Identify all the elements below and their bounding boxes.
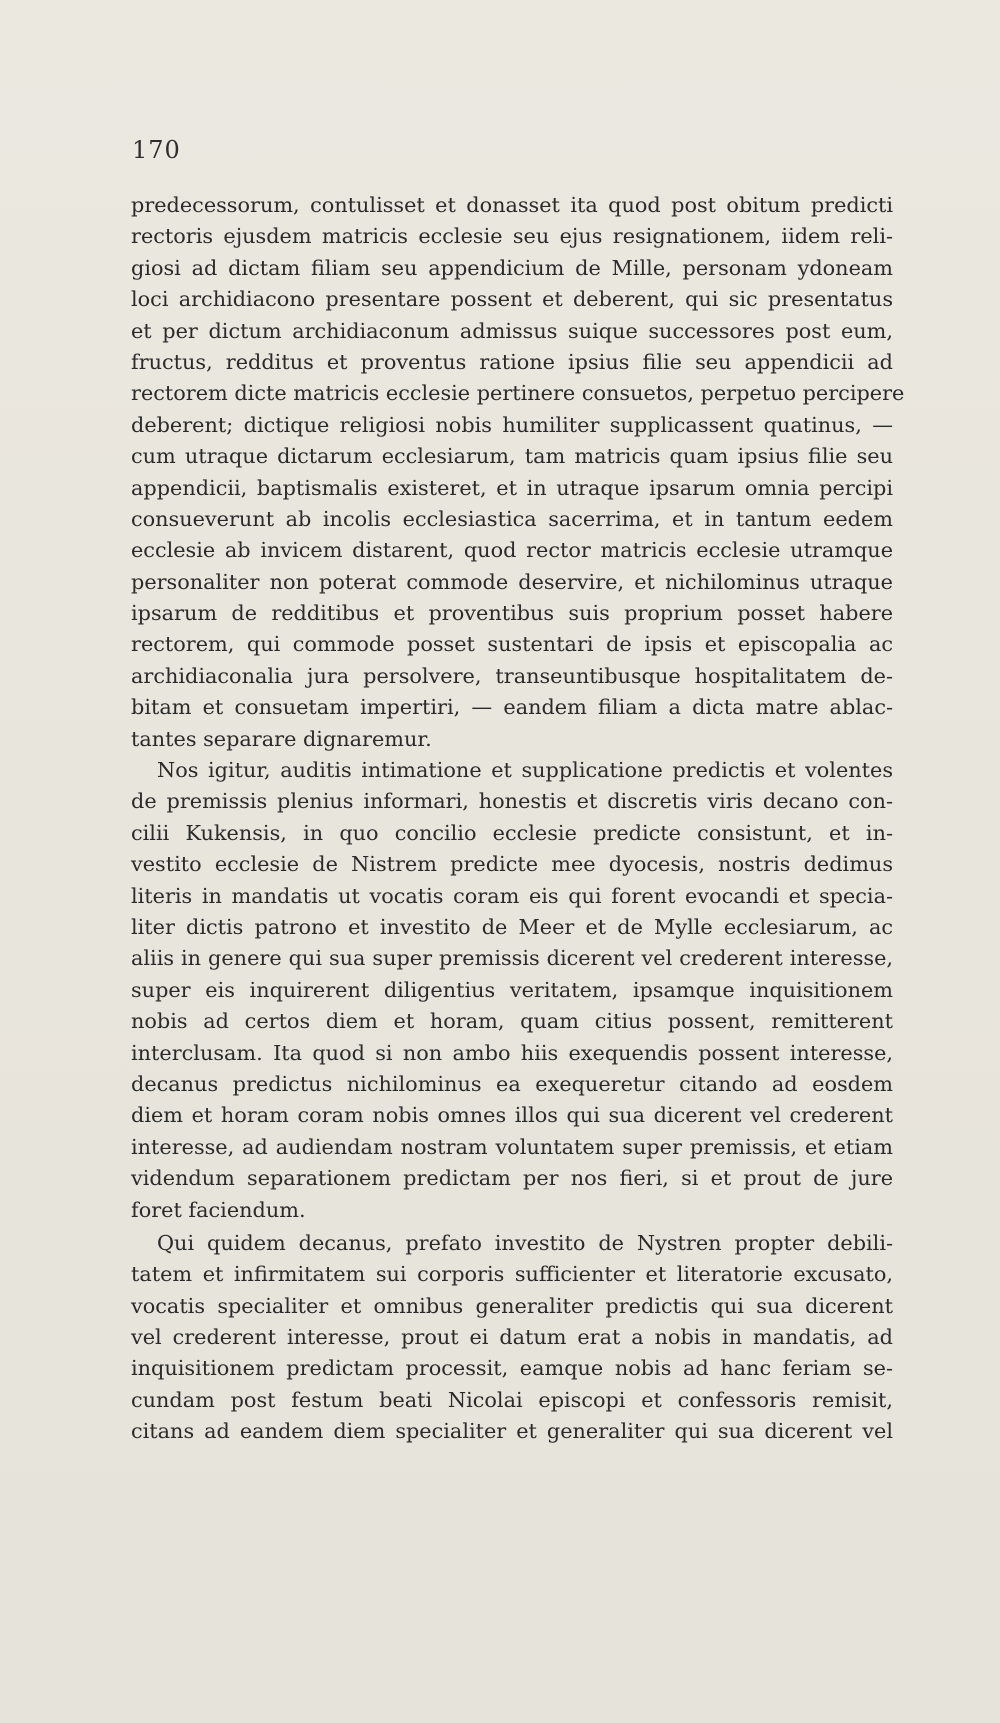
text-line: loci archidiacono presentare possent et deberent, qui sic presentatus	[131, 287, 893, 312]
text-line: bitam et consuetam impertiri, — eandem filiam a dicta matre ablac-	[131, 695, 893, 720]
text-line: cum utraque dictarum ecclesiarum, tam matricis quam ipsius filie seu	[131, 444, 893, 469]
page-number: 170	[132, 136, 181, 164]
text-line: appendicii, baptismalis existeret, et in utraque ipsarum omnia percipi	[131, 475, 893, 500]
text-line: rectoris ejusdem matricis ecclesie seu ejus resignationem, iidem reli-	[131, 224, 893, 249]
text-line: rectorem, qui commode posset sustentari de ipsis et episcopalia ac	[131, 632, 893, 657]
text-line: vestito ecclesie de Nistrem predicte mee dyocesis, nostris dedimus	[131, 852, 893, 877]
text-line: literis in mandatis ut vocatis coram eis qui forent evocandi et specia-	[131, 883, 893, 908]
body-text	[131, 190, 905, 1448]
text-line: interesse, ad audiendam nostram voluntatem super premissis, et etiam	[131, 1134, 893, 1159]
text-line: diem et horam coram nobis omnes illos qui sua dicerent vel crederent	[131, 1103, 893, 1128]
text-line: citans ad eandem diem specialiter et generaliter qui sua dicerent vel	[131, 1419, 893, 1444]
text-line: interclusam. Ita quod si non ambo hiis exequendis possent interesse,	[131, 1040, 893, 1065]
text-line: decanus predictus nichilominus ea exequeretur citando ad eosdem	[131, 1071, 893, 1096]
text-line: liter dictis patrono et investito de Meer et de Mylle ecclesiarum, ac	[131, 914, 893, 939]
text-line: vocatis specialiter et omnibus generaliter predictis qui sua dicerent	[131, 1293, 893, 1318]
text-line: predecessorum, contulisset et donasset ita quod post obitum predicti	[131, 193, 893, 217]
text-line: aliis in genere qui sua super premissis dicerent vel crederent interesse,	[131, 946, 893, 971]
text-line: inquisitionem predictam processit, eamque nobis ad hanc feriam se-	[131, 1356, 893, 1381]
text-line: cilii Kukensis, in quo concilio ecclesie predicte consistunt, et in-	[131, 820, 893, 845]
text-line: consueverunt ab incolis ecclesiastica sacerrima, et in tantum eedem	[131, 506, 893, 531]
text-line: rectorem dicte matricis ecclesie pertinere consuetos, perpetuo percipere	[131, 381, 905, 406]
text-line: de premissis plenius informari, honestis et discretis viris decano con-	[131, 789, 893, 814]
text-line: nobis ad certos diem et horam, quam citius possent, remitterent	[131, 1009, 893, 1034]
text-line: videndum separationem predictam per nos fieri, si et prout de jure	[131, 1166, 893, 1191]
text-line: tantes separare dignaremur.	[131, 726, 432, 751]
text-line: Qui quidem decanus, prefato investito de Nystren propter debili-	[157, 1230, 893, 1255]
text-line: personaliter non poterat commode deservire, et nichilominus utraque	[131, 569, 893, 594]
text-line: archidiaconalia jura persolvere, transeuntibusque hospitalitatem de-	[131, 663, 893, 688]
text-line: tatem et infirmitatem sui corporis sufficienter et literatorie excusato,	[131, 1262, 893, 1287]
text-line: cundam post festum beati Nicolai episcopi et confessoris remisit,	[131, 1387, 893, 1412]
text-line: foret faciendum.	[131, 1197, 306, 1222]
text-line: Nos igitur, auditis intimatione et supplicatione predictis et volentes	[157, 758, 893, 783]
text-line: vel crederent interesse, prout ei datum erat a nobis in mandatis, ad	[131, 1325, 893, 1350]
text-line: super eis inquirerent diligentius veritatem, ipsamque inquisitionem	[131, 977, 893, 1002]
text-line: et per dictum archidiaconum admissus suique successores post eum,	[131, 318, 893, 343]
text-line: fructus, redditus et proventus ratione ipsius filie seu appendicii ad	[131, 349, 893, 374]
text-line: deberent; dictique religiosi nobis humiliter supplicassent quatinus, —	[131, 412, 893, 437]
text-line: ecclesie ab invicem distarent, quod rector matricis ecclesie utramque	[131, 538, 893, 563]
text-line: giosi ad dictam filiam seu appendicium de Mille, personam ydoneam	[131, 255, 893, 280]
text-line: ipsarum de redditibus et proventibus suis proprium posset habere	[131, 601, 893, 626]
